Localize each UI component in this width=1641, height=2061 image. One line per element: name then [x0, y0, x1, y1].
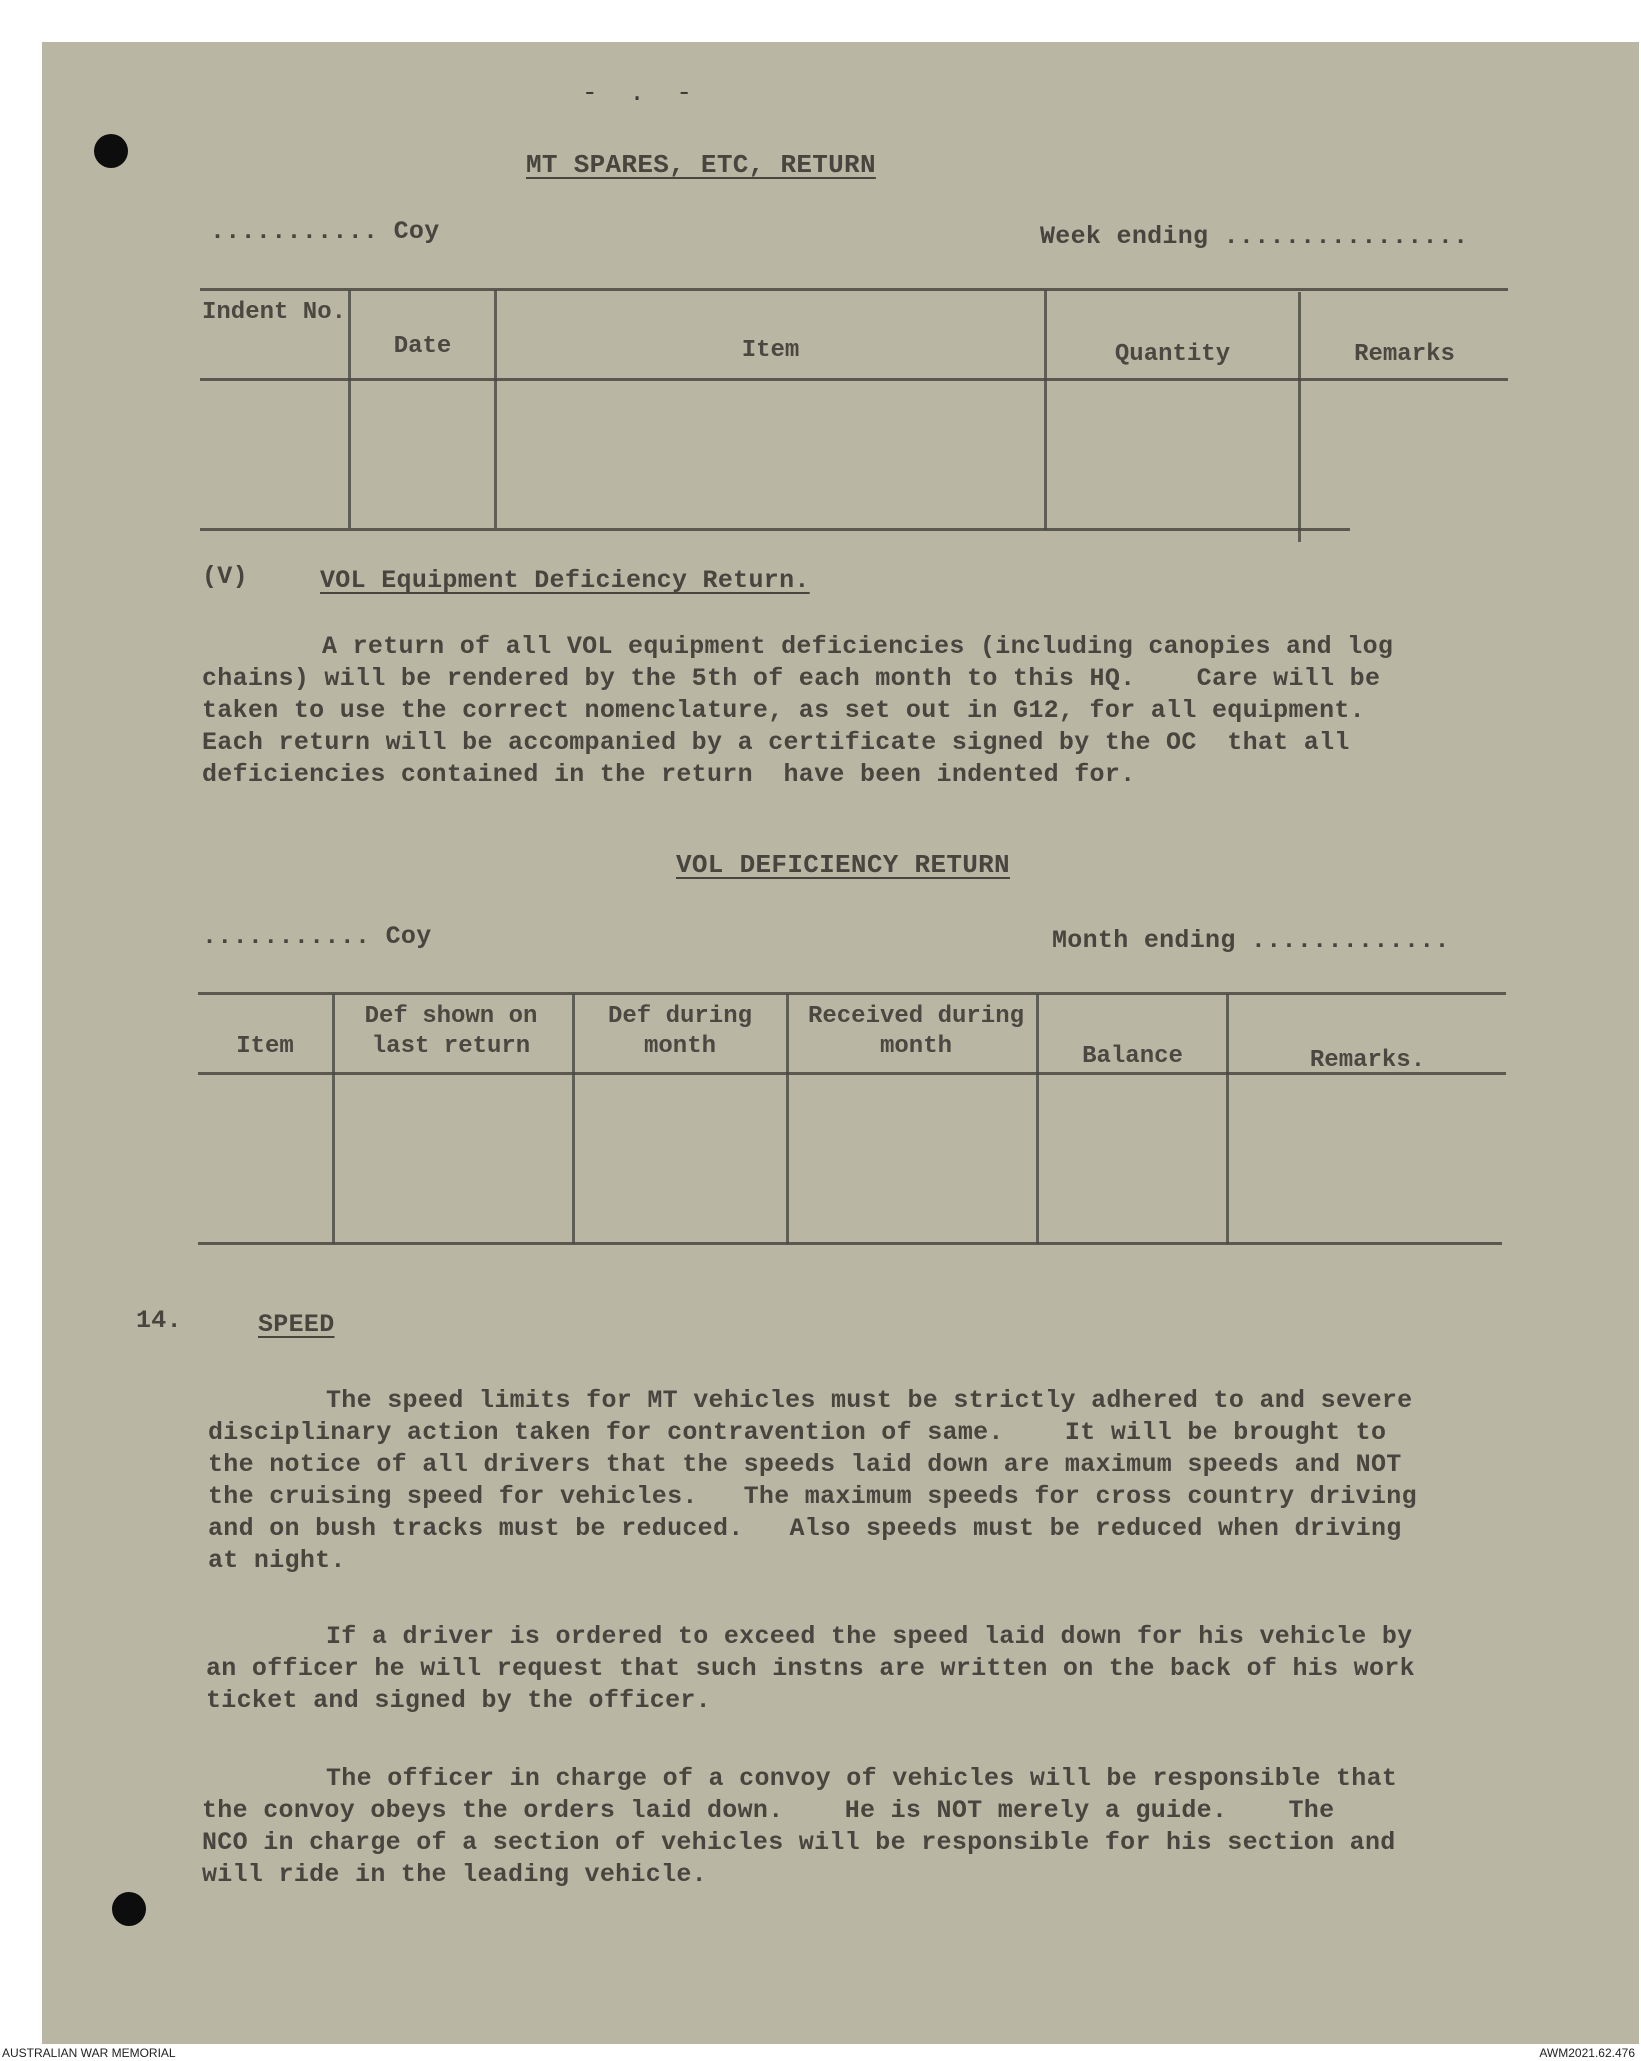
document-page: [42, 42, 1639, 2044]
vol-table-bottom-rule: [198, 1242, 1502, 1245]
vol-table-divider-4: [1036, 994, 1039, 1244]
section-14-title: SPEED: [258, 1310, 335, 1339]
mt-col-date: Date: [393, 333, 452, 360]
vol-col-def-shown: Def shown on last return: [364, 1003, 538, 1060]
mt-table-bottom-rule: [200, 528, 1350, 531]
punch-hole-top: [94, 134, 128, 168]
vol-col-remarks: Remarks.: [1309, 1047, 1426, 1074]
vol-col-received: Received during month: [807, 1003, 1025, 1060]
mt-col-item: Item: [741, 337, 800, 364]
speed-p1-line-6: at night.: [208, 1546, 346, 1575]
vol-col-item: Item: [236, 1033, 294, 1060]
section-v-title: VOL Equipment Deficiency Return.: [320, 566, 810, 595]
speed-p3-line-4: will ride in the leading vehicle.: [202, 1860, 707, 1889]
section-v-line-5: deficiencies contained in the return have been indented for.: [202, 760, 1136, 789]
speed-p2-line-2: an officer he will request that such instns are written on the back of his work: [206, 1654, 1415, 1683]
section-v-number: (V): [202, 562, 248, 591]
punch-hole-bottom: [112, 1892, 146, 1926]
vol-deficiency-title: VOL DEFICIENCY RETURN: [676, 850, 1010, 880]
section-v-line-1: A return of all VOL equipment deficiencies (including canopies and log: [322, 632, 1394, 661]
speed-p1-line-1: The speed limits for MT vehicles must be strictly adhered to and severe: [326, 1386, 1413, 1415]
mt-col-indent-no: Indent No.: [201, 299, 347, 326]
mt-spares-coy-line: ........... Coy: [210, 217, 440, 246]
speed-p2-line-3: ticket and signed by the officer.: [206, 1686, 711, 1715]
section-v-line-4: Each return will be accompanied by a certificate signed by the OC that all: [202, 728, 1350, 757]
speed-p1-line-5: and on bush tracks must be reduced. Also speeds must be reduced when driving: [208, 1514, 1402, 1543]
footer-institution: AUSTRALIAN WAR MEMORIAL: [2, 2046, 176, 2060]
mt-spares-title: MT SPARES, ETC, RETURN: [526, 150, 876, 180]
mt-col-quantity: Quantity: [1114, 341, 1231, 368]
mt-table-divider-3: [1044, 290, 1047, 530]
speed-p3-line-3: NCO in charge of a section of vehicles will be responsible for his section and: [202, 1828, 1396, 1857]
vol-table-divider-3: [786, 994, 789, 1244]
vol-col-def-during-month: Def during month: [607, 1003, 753, 1060]
speed-p1-line-2: disciplinary action taken for contravention of same. It will be brought to: [208, 1418, 1387, 1447]
vol-table-divider-2: [572, 994, 575, 1244]
section-v-line-2: chains) will be rendered by the 5th of each month to this HQ. Care will be: [202, 664, 1381, 693]
speed-p2-line-1: If a driver is ordered to exceed the speed laid down for his vehicle by: [326, 1622, 1413, 1651]
footer-reference: AWM2021.62.476: [1539, 2046, 1635, 2060]
mt-table-divider-4: [1298, 292, 1301, 542]
vol-month-ending: Month ending .............: [1052, 926, 1450, 955]
speed-p3-line-1: The officer in charge of a convoy of vehicles will be responsible that: [326, 1764, 1398, 1793]
section-v-line-3: taken to use the correct nomenclature, as set out in G12, for all equipment.: [202, 696, 1365, 725]
page-marks: - . -: [582, 78, 701, 108]
mt-table-header-rule: [200, 378, 1508, 381]
vol-table-top-rule: [198, 992, 1506, 995]
speed-p1-line-4: the cruising speed for vehicles. The maximum speeds for cross country driving: [208, 1482, 1417, 1511]
mt-spares-week-ending: Week ending ................: [1040, 222, 1469, 251]
vol-table-divider-1: [332, 994, 335, 1244]
mt-table-divider-1: [348, 290, 351, 528]
vol-coy-line: ........... Coy: [202, 922, 432, 951]
section-14-number: 14.: [136, 1306, 182, 1335]
speed-p1-line-3: the notice of all drivers that the speeds laid down are maximum speeds and NOT: [208, 1450, 1402, 1479]
mt-table-top-rule: [200, 288, 1508, 291]
vol-table-divider-5: [1226, 994, 1229, 1244]
speed-p3-line-2: the convoy obeys the orders laid down. He is NOT merely a guide. The: [202, 1796, 1335, 1825]
mt-col-remarks: Remarks: [1354, 341, 1455, 368]
mt-table-divider-2: [494, 290, 497, 528]
vol-col-balance: Balance: [1082, 1043, 1183, 1070]
